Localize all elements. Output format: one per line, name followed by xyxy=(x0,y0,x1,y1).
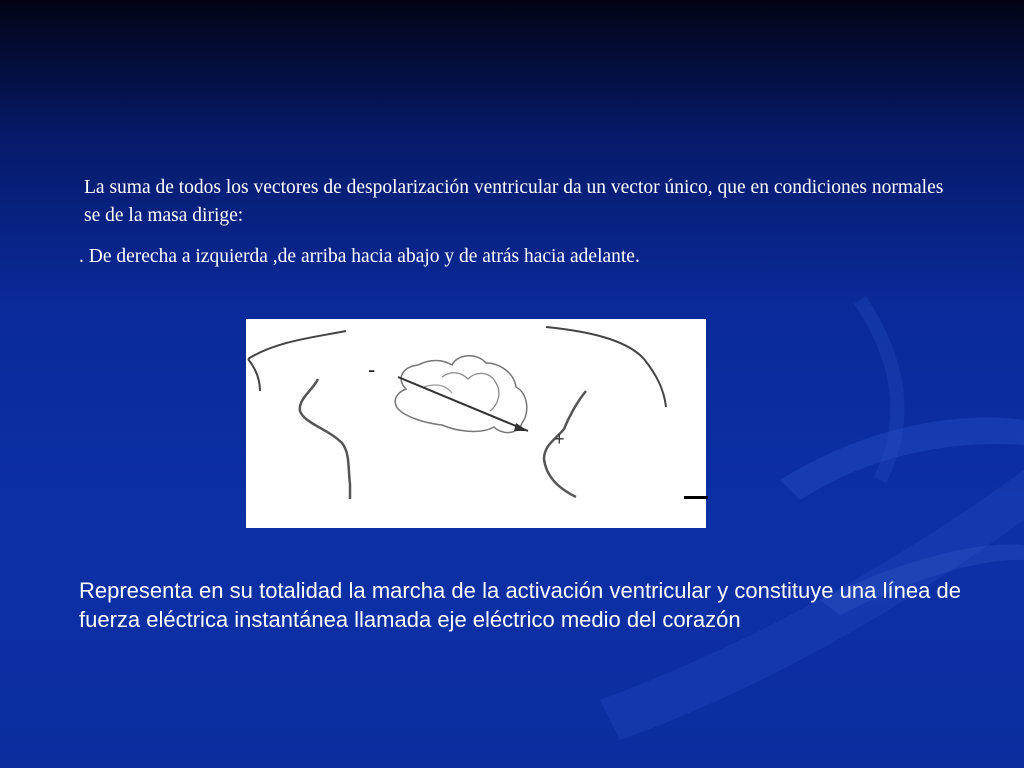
torso-right-line xyxy=(544,391,586,497)
figure-minus-sign: - xyxy=(368,357,376,382)
torso-left-line xyxy=(300,379,350,499)
negative-pole-marker xyxy=(684,496,708,499)
figure-plus-sign: + xyxy=(554,429,565,449)
vector-arrow-line xyxy=(398,377,528,431)
direction-paragraph: . De derecha a izquierda ,de arriba hacia abajo y de atrás hacia adelante. xyxy=(79,246,640,267)
heart-outline xyxy=(395,356,527,433)
heart-vector-figure xyxy=(246,319,706,528)
shoulder-right-line xyxy=(546,327,666,407)
conclusion-paragraph: Representa en su totalidad la marcha de la activación ventricular y constituye una línea de fuerza eléctrica instantánea llamada eje eléctrico medio del corazón xyxy=(79,578,961,632)
neck-left-line xyxy=(248,359,260,391)
heart-vector-diagram xyxy=(246,319,706,528)
intro-paragraph: La suma de todos los vectores de despolarización ventricular da un vector único, que en condiciones normales se de la masa dirige: xyxy=(84,177,944,226)
shoulder-left-line xyxy=(248,331,346,359)
